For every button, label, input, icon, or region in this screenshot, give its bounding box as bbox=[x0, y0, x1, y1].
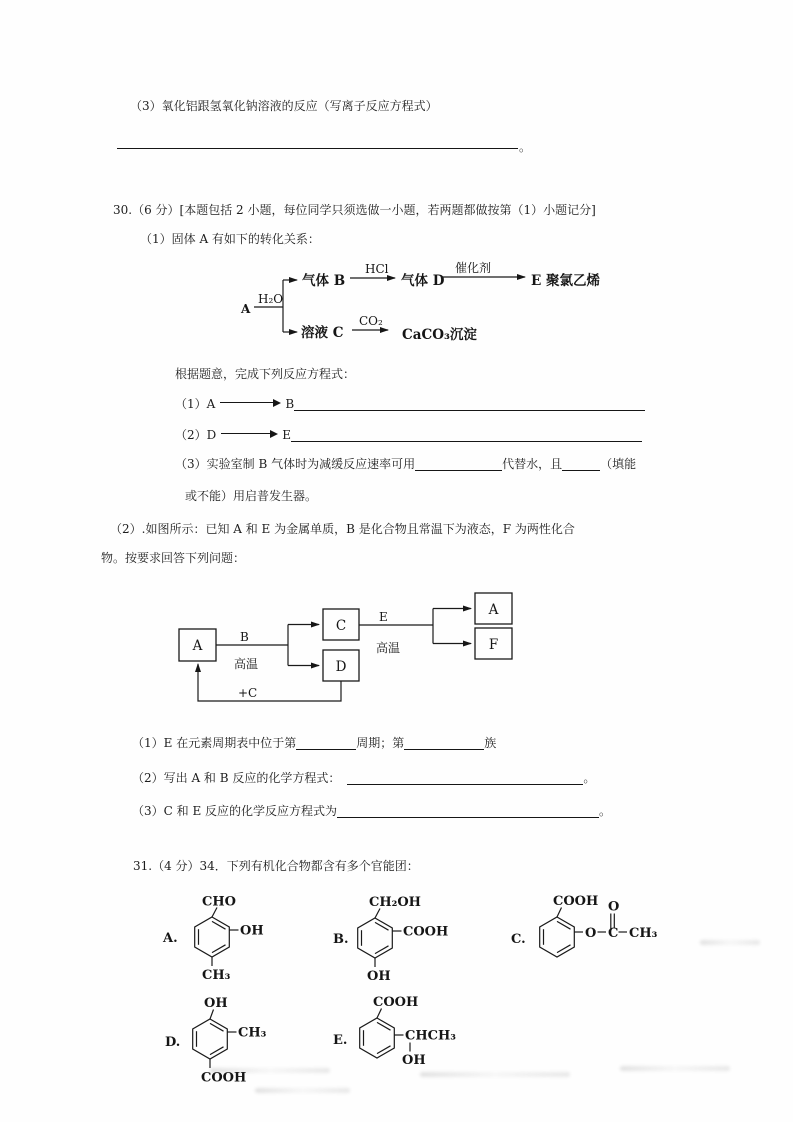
group-oh: OH bbox=[367, 969, 391, 984]
part3-seg2: 代替水，且 bbox=[502, 457, 563, 471]
ester-o: O bbox=[585, 926, 597, 941]
group-cooh: COOH bbox=[373, 995, 419, 1010]
sub1-seg3: 族 bbox=[484, 736, 497, 750]
structure-c bbox=[500, 880, 700, 990]
q31-header: 31.（4 分）34．下列有机化合物都含有多个官能团： bbox=[133, 859, 419, 873]
sub3-seg1: （3）C 和 E 反应的化学反应方程式为 bbox=[132, 804, 338, 818]
eq2-left: （2）D bbox=[175, 428, 217, 442]
flow2-label-plus-c: +C bbox=[238, 686, 258, 700]
sub2-end: 。 bbox=[583, 771, 596, 785]
group-ch3: CH₃ bbox=[238, 1025, 267, 1041]
box-a2-label: A bbox=[488, 602, 499, 618]
ester-c: C bbox=[608, 926, 619, 941]
q30-part1-intro: （1）固体 A 有如下的转化关系： bbox=[140, 232, 320, 246]
sub1-blank2 bbox=[404, 736, 484, 750]
q30-complete-intro: 根据题意，完成下列反应方程式： bbox=[175, 367, 356, 381]
flow2-label-gaowen2: 高温 bbox=[376, 641, 401, 655]
group-cooh: COOH bbox=[553, 894, 599, 909]
q30-eq2 bbox=[175, 427, 642, 443]
flow1-product-e: E 聚氯乙烯 bbox=[531, 273, 600, 289]
q29c-line-end: 。 bbox=[519, 140, 532, 154]
q30-sub3 bbox=[132, 803, 611, 819]
structure-b-label: B. bbox=[333, 932, 349, 947]
structure-d-label: D. bbox=[165, 1035, 181, 1050]
part3-blank2 bbox=[562, 457, 600, 471]
flow1-solution-c: 溶液 C bbox=[301, 325, 344, 341]
eq1-blank bbox=[294, 397, 645, 411]
box-c-label: C bbox=[335, 618, 347, 634]
group-oh: OH bbox=[402, 1053, 426, 1068]
print-bleed-artifact bbox=[255, 1088, 350, 1093]
q30-sub1 bbox=[132, 735, 496, 751]
sub2-seg1: （2）写出 A 和 B 反应的化学方程式： bbox=[132, 771, 341, 785]
flow1-branch-lines bbox=[254, 280, 297, 332]
benzene-ring bbox=[360, 1018, 395, 1058]
eq2-right: E bbox=[282, 428, 292, 442]
q30-part3-line2: 或不能）用启普发生器。 bbox=[185, 489, 318, 503]
sub3-end: 。 bbox=[599, 804, 612, 818]
structure-e bbox=[320, 985, 500, 1115]
q30-part2-intro2: 物。按要求回答下列问题： bbox=[101, 551, 246, 565]
benzene-ring bbox=[193, 1019, 228, 1059]
part3-blank1 bbox=[415, 457, 502, 471]
group-ch2oh: CH₂OH bbox=[369, 895, 421, 910]
box-a-label: A bbox=[192, 638, 203, 654]
eq2-arrow bbox=[221, 428, 277, 440]
structure-e-label: E. bbox=[333, 1033, 348, 1048]
flow-diagram-solid-a bbox=[235, 253, 655, 353]
group-chch3: CHCH₃ bbox=[405, 1028, 456, 1044]
q30-eq1 bbox=[175, 396, 645, 412]
sub2-blank bbox=[347, 771, 583, 785]
print-bleed-artifact bbox=[420, 1072, 570, 1077]
group-cooh: COOH bbox=[201, 1070, 247, 1086]
q29c-text: （3）氧化铝跟氢氧化钠溶液的反应（写离子反应方程式） bbox=[130, 99, 438, 113]
flow1-hcl-label: HCl bbox=[365, 262, 389, 276]
sub3-blank bbox=[337, 804, 599, 818]
q30-sub2 bbox=[132, 770, 595, 786]
structure-c-label: C. bbox=[511, 932, 526, 947]
q30-part2-intro1: （2）.如图所示：已知 A 和 E 为金属单质，B 是化合物且常温下为液态，F 为两性化合 bbox=[110, 522, 575, 536]
flow2-label-gaowen1: 高温 bbox=[234, 657, 259, 671]
part3-seg1: （3）实验室制 B 气体时为减缓反应速率可用 bbox=[175, 457, 416, 471]
print-bleed-artifact bbox=[210, 1068, 330, 1073]
flow1-gas-b: 气体 B bbox=[302, 273, 346, 289]
eq1-left: （1）A bbox=[175, 397, 216, 411]
flow2-label-e: E bbox=[379, 610, 388, 624]
ester-ch3: CH₃ bbox=[629, 926, 658, 941]
structure-a bbox=[150, 885, 330, 1005]
q30-header: 30.（6 分）[本题包括 2 小题，每位同学只须选做一小题，若两题都做按第（1）小题记分] bbox=[113, 203, 596, 217]
sub1-seg1: （1）E 在元素周期表中位于第 bbox=[132, 736, 297, 750]
box-d-label: D bbox=[335, 659, 347, 675]
structure-a-label: A. bbox=[163, 931, 178, 946]
flow1-caco3: CaCO₃沉淀 bbox=[402, 327, 477, 343]
flow1-catalyst-label: 催化剂 bbox=[455, 261, 492, 275]
q30-part3-line1 bbox=[175, 456, 636, 472]
flow1-co2-label: CO₂ bbox=[359, 314, 383, 328]
flow1-node-a: A bbox=[241, 302, 251, 316]
eq1-right: B bbox=[285, 397, 295, 411]
group-cho: CHO bbox=[202, 894, 236, 910]
flow1-h2o-label: H₂O bbox=[258, 292, 284, 306]
flow1-gas-d: 气体 D bbox=[401, 273, 445, 289]
flow-diagram-boxes bbox=[150, 580, 550, 715]
q29c-answer-line bbox=[117, 148, 518, 149]
eq2-blank bbox=[291, 428, 642, 442]
eq1-arrow bbox=[220, 397, 280, 409]
benzene-ring bbox=[358, 918, 393, 958]
group-ch3: CH₃ bbox=[202, 968, 231, 983]
feedback-loop-arrow bbox=[198, 664, 341, 701]
part3-seg3: （填能 bbox=[600, 457, 637, 471]
flow2-label-b: B bbox=[240, 630, 249, 644]
group-oh: OH bbox=[204, 996, 228, 1011]
benzene-ring bbox=[195, 917, 230, 957]
print-bleed-artifact bbox=[620, 1066, 730, 1071]
print-bleed-artifact bbox=[700, 940, 760, 945]
group-cooh: COOH bbox=[403, 924, 449, 940]
sub1-seg2: 周期；第 bbox=[356, 736, 405, 750]
carbonyl-o: O bbox=[608, 899, 620, 915]
group-oh: OH bbox=[240, 923, 264, 939]
benzene-ring bbox=[540, 917, 575, 957]
box-f-label: F bbox=[488, 637, 499, 653]
sub1-blank1 bbox=[296, 736, 356, 750]
